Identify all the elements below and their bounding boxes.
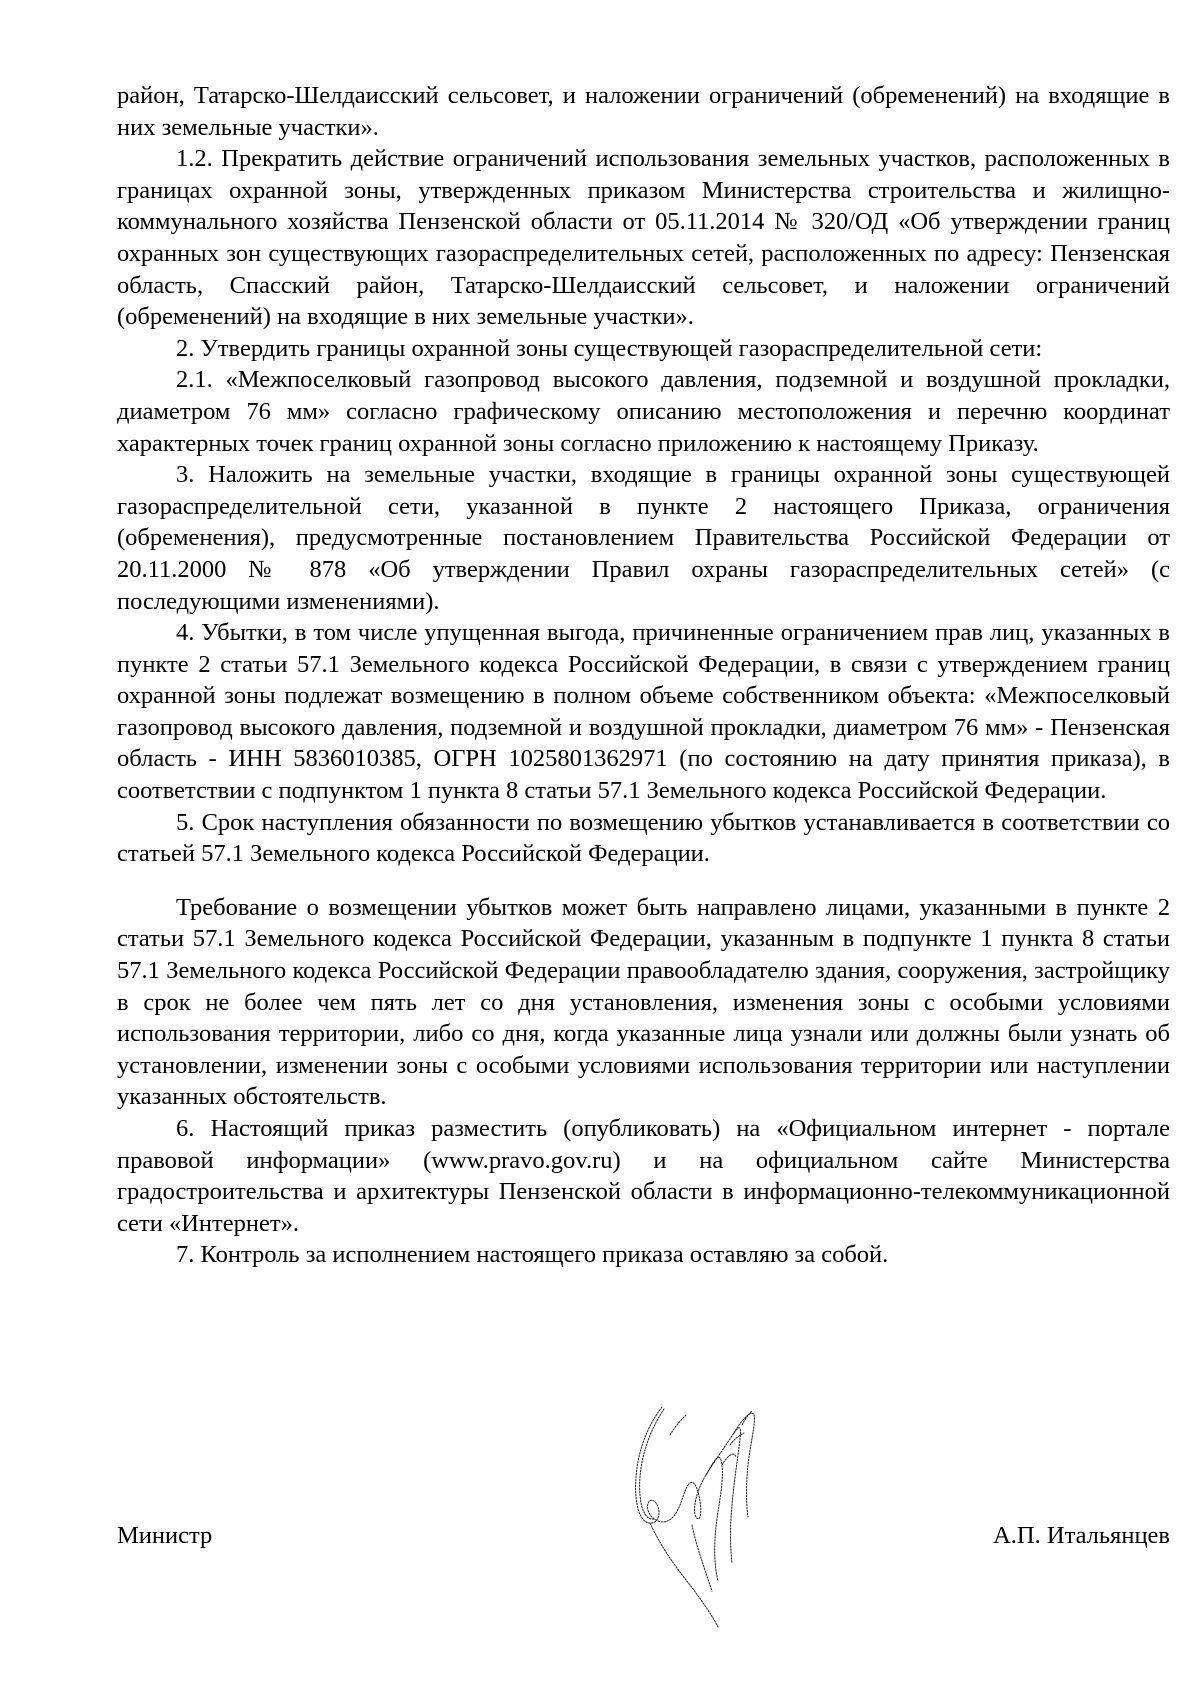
paragraph-2-1: 2.1. «Межпоселковый газопровод высокого давления, подземной и воздушной прокладки, диаметром 76 мм» согласно графическому описанию местоположения и перечню координат характерных точек границ охранной зоны согласно приложению к настоящему Приказу. — [117, 366, 1170, 457]
paragraph-2: 2. Утвердить границы охранной зоны существующей газораспределительной сети: — [176, 334, 1043, 362]
paragraph-5: 5. Срок наступления обязанности по возмещению убытков устанавливается в соответствии со статьей 57.1 Земельного кодекса Российской Федерации. — [117, 808, 1170, 868]
paragraph-6: 6. Настоящий приказ разместить (опубликовать) на «Официальном интернет - портале правовой информации» (www.pravo.gov.ru) и на официальном сайте Министерства градостроительства и архитектуры Пензенской области в информационно-телекоммуникационной сети «Интернет». — [117, 1115, 1170, 1237]
paragraph-3: 3. Наложить на земельные участки, входящие в границы охранной зоны существующей газораспределительной сети, указанной в пункте 2 настоящего Приказа, ограничения (обременения), предусмотренные постановлением Правительства Российской Федерации от 20.11.2000 № 878 «Об утверждении Правил охраны газораспределительных сетей» (с последующими изменениями). — [117, 461, 1170, 615]
handwritten-signature — [630, 1405, 790, 1630]
paragraph-1-2: 1.2. Прекратить действие ограничений использования земельных участков, расположенных в границах охранной зоны, утвержденных приказом Министерства строительства и жилищно-коммунального хозяйства Пензенской области от 05.11.2014 № 320/ОД «Об утверждении границ охранных зон существующих газораспределительных сетей, расположенных по адресу: Пензенская область, Спасский район, Татарско-Шелдаисский сельсовет, и наложении ограничений (обременений) на входящие в них земельные участки». — [117, 145, 1170, 331]
signatory-name: А.П. Итальянцев — [993, 1522, 1170, 1549]
paragraph-7: 7. Контроль за исполнением настоящего приказа оставляю за собой. — [176, 1241, 889, 1269]
paragraph-continuation: район, Татарско-Шелдаисский сельсовет, и наложении ограничений (обременений) на входящие в них земельные участки». — [117, 82, 1170, 141]
paragraph-damages-claim: Требование о возмещении убытков может быть направлено лицами, указанными в пункте 2 статьи 57.1 Земельного кодекса Российской Федерации, указанным в подпункте 1 пункта 8 статьи 57.1 Земельного кодекса Российской Федерации правообладателю здания, сооружения, застройщику в срок не более чем пять лет со дня установления, изменения зоны с особыми условиями использования территории, либо со дня, когда указанные лица узнали или должны были узнать об установлении, изменении зоны с особыми условиями использования территории или наступлении указанных обстоятельств. — [117, 893, 1170, 1111]
paragraph-4: 4. Убытки, в том числе упущенная выгода, причиненные ограничением прав лиц, указанных в пункте 2 статьи 57.1 Земельного кодекса Российской Федерации, в связи с утверждением границ охранной зоны подлежат возмещению в полном объеме собственником объекта: «Межпоселковый газопровод высокого давления, подземной и воздушной прокладки, диаметром 76 мм» - Пензенская область - ИНН 5836010385, ОГРН 1025801362971 (по состоянию на дату принятия приказа), в соответствии с подпунктом 1 пункта 8 статьи 57.1 Земельного кодекса Российской Федерации. — [117, 619, 1170, 805]
document-body — [117, 80, 1170, 1271]
signatory-title: Министр — [117, 1522, 213, 1549]
